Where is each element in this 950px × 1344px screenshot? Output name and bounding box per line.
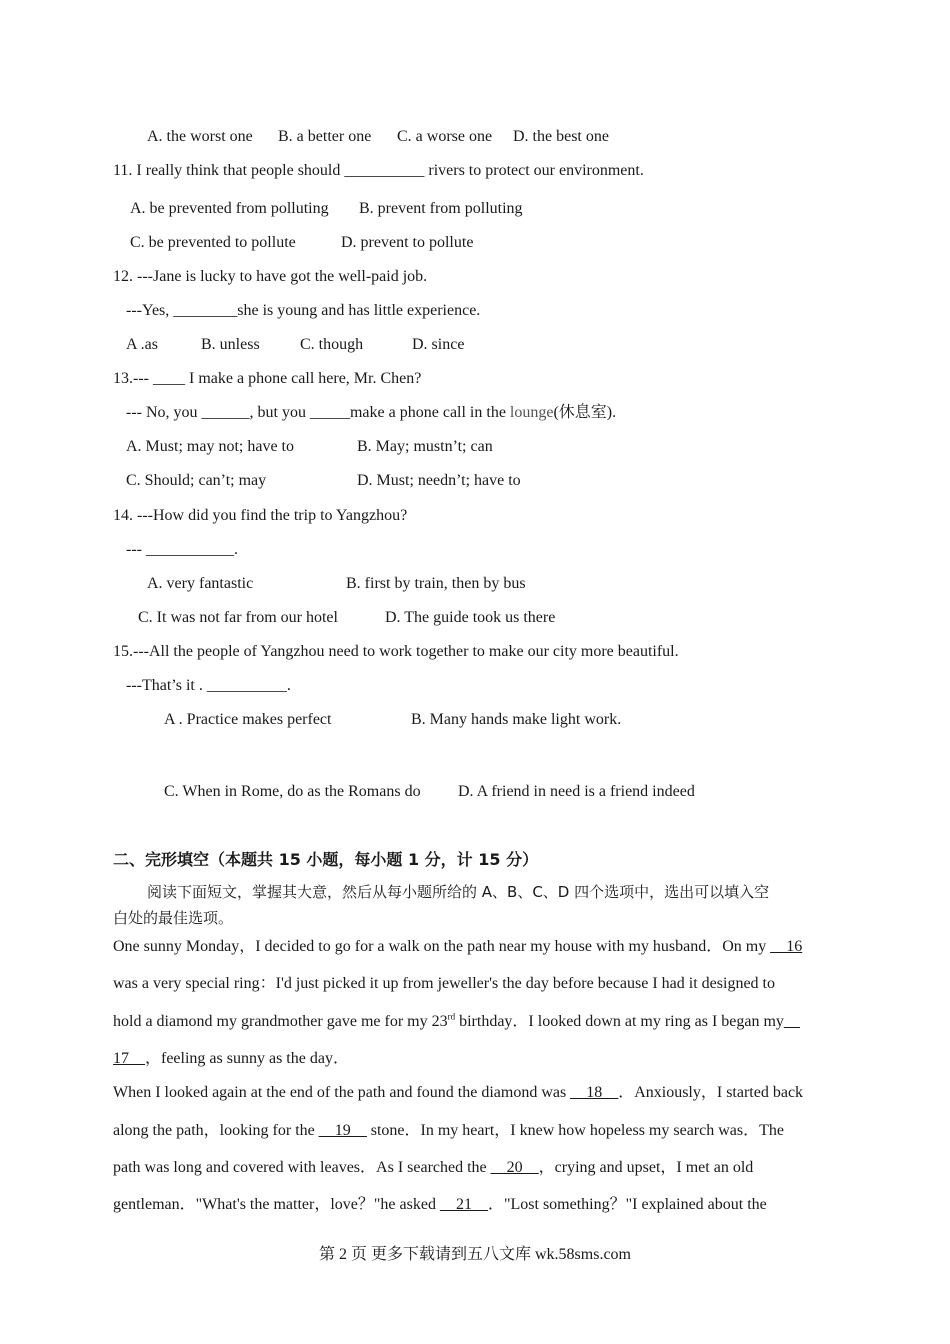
passage-text: path was long and covered with leaves．As I searched the	[113, 1159, 491, 1176]
q12-option-d: D. since	[412, 336, 465, 353]
q12-option-a: A .as	[126, 336, 158, 353]
passage-line	[113, 1049, 349, 1069]
section-2-title: 二、完形填空（本题共 15 小题，每小题 1 分，计 15 分）	[113, 850, 539, 869]
passage-text: stone．In my heart，I knew how hopeless my search was．The	[366, 1122, 784, 1139]
q13-reply	[126, 403, 616, 423]
q15-reply: ---That’s it . __________.	[126, 677, 291, 694]
q14-option-a: A. very fantastic	[147, 575, 254, 592]
section-2-instructions-line1: 阅读下面短文，掌握其大意，然后从每小题所给的 A、B、C、D 四个选项中，选出可以填入空	[147, 883, 770, 901]
blank-19: __19__	[318, 1122, 367, 1139]
q15-stem: 15.---All the people of Yangzhou need to work together to make our city more beautiful.	[113, 643, 679, 660]
q10-option-c: C. a worse one	[397, 128, 493, 145]
passage-text: ，feeling as sunny as the day．	[145, 1050, 349, 1067]
q11-option-d: D. prevent to pollute	[341, 234, 474, 251]
q14-reply: --- ___________.	[126, 541, 238, 558]
q13-stem: 13.--- ____ I make a phone call here, Mr. Chen?	[113, 370, 422, 387]
q13-option-b: B. May; mustn’t; can	[357, 438, 493, 455]
q15-option-c: C. When in Rome, do as the Romans do	[164, 783, 421, 800]
q10-option-d: D. the best one	[513, 128, 609, 145]
passage-line: was a very special ring：I'd just picked it up from jeweller's the day before because I had it designed to	[113, 975, 775, 992]
q11-option-c: C. be prevented to pollute	[130, 234, 296, 251]
q14-stem: 14. ---How did you find the trip to Yangzhou?	[113, 507, 408, 524]
q13-reply-text: --- No, you ______, but you _____make a phone call in the	[126, 404, 510, 421]
q11-stem: 11. I really think that people should __________ rivers to protect our environment.	[113, 162, 644, 179]
q14-option-d: D. The guide took us there	[385, 609, 556, 626]
passage-text: ，crying and upset，I met an old	[538, 1159, 754, 1176]
passage-line	[113, 1012, 800, 1032]
q15-option-b: B. Many hands make light work.	[411, 711, 622, 728]
q12-reply: ---Yes, ________she is young and has little experience.	[126, 302, 481, 319]
q13-option-a: A. Must; may not; have to	[126, 438, 294, 455]
q14-option-b: B. first by train, then by bus	[346, 575, 526, 592]
q11-option-b: B. prevent from polluting	[359, 200, 523, 217]
blank-16: __16	[770, 938, 803, 955]
q15-option-d: D. A friend in need is a friend indeed	[458, 783, 695, 800]
passage-line	[113, 1121, 784, 1141]
q11-option-a: A. be prevented from polluting	[130, 200, 329, 217]
passage-text: ．Anxiously，I started back	[618, 1084, 804, 1101]
q13-reply-gloss: (休息室).	[553, 404, 617, 421]
passage-text: birthday．I looked down at my ring as I began my	[455, 1013, 784, 1030]
page-footer: 第 2 页 更多下载请到五八文库 wk.58sms.com	[318, 1246, 631, 1263]
passage-line	[113, 1083, 803, 1103]
blank-21: __21__	[439, 1196, 488, 1213]
q12-option-b: B. unless	[201, 336, 260, 353]
passage-text: ．"Lost something？"I explained about the	[487, 1196, 767, 1213]
q12-stem: 12. ---Jane is lucky to have got the well-paid job.	[113, 268, 428, 285]
passage-text: gentleman．"What's the matter，love？"he asked	[113, 1196, 440, 1213]
blank-20: __20__	[490, 1159, 539, 1176]
q14-option-c: C. It was not far from our hotel	[138, 609, 338, 626]
q10-option-a: A. the worst one	[147, 128, 253, 145]
blank-17: 17__	[113, 1050, 145, 1067]
ordinal-suffix: rd	[447, 1011, 456, 1022]
passage-text: hold a diamond my grandmother gave me for my 23	[113, 1013, 448, 1030]
passage-line	[113, 937, 802, 957]
section-2-instructions-line2: 白处的最佳选项。	[113, 909, 234, 927]
passage-text: One sunny Monday，I decided to go for a walk on the path near my house with my husband．On my	[113, 938, 771, 955]
q12-option-c: C. though	[300, 336, 364, 353]
q13-option-c: C. Should; can’t; may	[126, 472, 267, 489]
q13-lounge-word: lounge	[509, 404, 554, 421]
q13-option-d: D. Must; needn’t; have to	[357, 472, 521, 489]
blank-17-start: __	[783, 1013, 800, 1030]
passage-text: along the path，looking for the	[113, 1122, 319, 1139]
q10-option-b: B. a better one	[278, 128, 372, 145]
blank-18: __18__	[570, 1084, 619, 1101]
passage-text: When I looked again at the end of the path and found the diamond was	[113, 1084, 571, 1101]
passage-line	[113, 1158, 753, 1178]
q15-option-a: A . Practice makes perfect	[164, 711, 332, 728]
passage-line	[113, 1195, 767, 1215]
